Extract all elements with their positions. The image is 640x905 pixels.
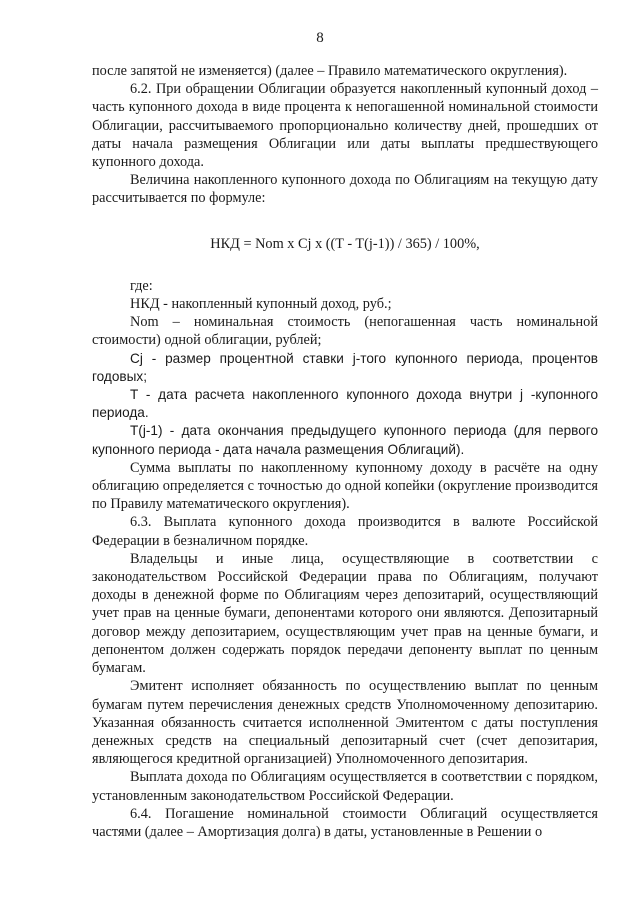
definition-t-text: T - дата расчета накопленного купонного дохода внутри j -купонного периода.: [92, 387, 598, 421]
paragraph-issuer-obligation: Эмитент исполняет обязанность по осуществлению выплат по ценным бумагам путем перечисления денежных средств Уполномоченному депозитарию. Указанная обязанность считается исполненной Эмитентом с даты поступления денежных средств на специальный депозитарный счет (счет депозитария, являющегося кредитной организацией) Уполномоченного депозитария.: [92, 678, 598, 768]
paragraph-rounding-rule: после запятой не изменяется) (далее – Правило математического округления).: [92, 63, 568, 79]
definition-t-j-1: [92, 422, 598, 458]
paragraph-6-4: 6.4. Погашение номинальной стоимости Облигаций осуществляется частями (далее – Амортизация долга) в даты, установленные в Решении о: [92, 805, 598, 840]
definition-cj-text: Cj - размер процентной ставки j-того купонного периода, процентов годовых;: [92, 350, 598, 384]
page-number: 8: [316, 30, 324, 46]
paragraph-6-2: 6.2. При обращении Облигации образуется накопленный купонный доход – часть купонного дохода в виде процента к непогашенной номинальной стоимости Облигации, рассчитываемого пропорционально количеству дней, прошедших от даты начала размещения Облигации или даты выплаты предшествующего купонного дохода.: [92, 81, 598, 171]
definition-nkd: НКД - накопленный купонный доход, руб.;: [130, 296, 392, 313]
document-body: [92, 62, 598, 841]
definition-t: [92, 386, 598, 422]
definition-t-j-1-text: T(j-1) - дата окончания предыдущего купонного периода (для первого купонного периода - дата начала размещения Облигаций).: [92, 423, 598, 457]
paragraph-accrued-amount: Сумма выплаты по накопленному купонному доходу в расчёте на одну облигацию определяется с точностью до одной копейки (округление производится по Правилу математического округления).: [92, 459, 598, 513]
definition-cj: [92, 350, 598, 386]
paragraph-holders: Владельцы и иные лица, осуществляющие в соответствии с законодательством Российской Федерации права по Облигациям, получают доходы в денежной форме по Облигациям через депозитарий, осуществляющий учет прав на ценные бумаги, депонентами которого они являются. Депозитарный договор между депозитарием, осуществляющим учет прав на ценные бумаги, и депонентом должен содержать порядок передачи депоненту выплат по ценным бумагам.: [92, 550, 598, 677]
where-label: где:: [130, 277, 153, 294]
nkd-formula: НКД = Nom x Cj x ((T - T(j-1)) / 365) / 100%,: [210, 235, 480, 252]
paragraph-payment-procedure: Выплата дохода по Облигациям осуществляется в соответствии с порядком, установленным законодательством Российской Федерации.: [92, 769, 598, 804]
paragraph-formula-intro: Величина накопленного купонного дохода по Облигациям на текущую дату рассчитывается по формуле:: [92, 172, 598, 207]
paragraph-6-3: 6.3. Выплата купонного дохода производится в валюте Российской Федерации в безналичном порядке.: [92, 514, 598, 549]
definition-nom: Nom – номинальная стоимость (непогашенная часть номинальной стоимости) одной облигации, рублей;: [92, 314, 598, 349]
